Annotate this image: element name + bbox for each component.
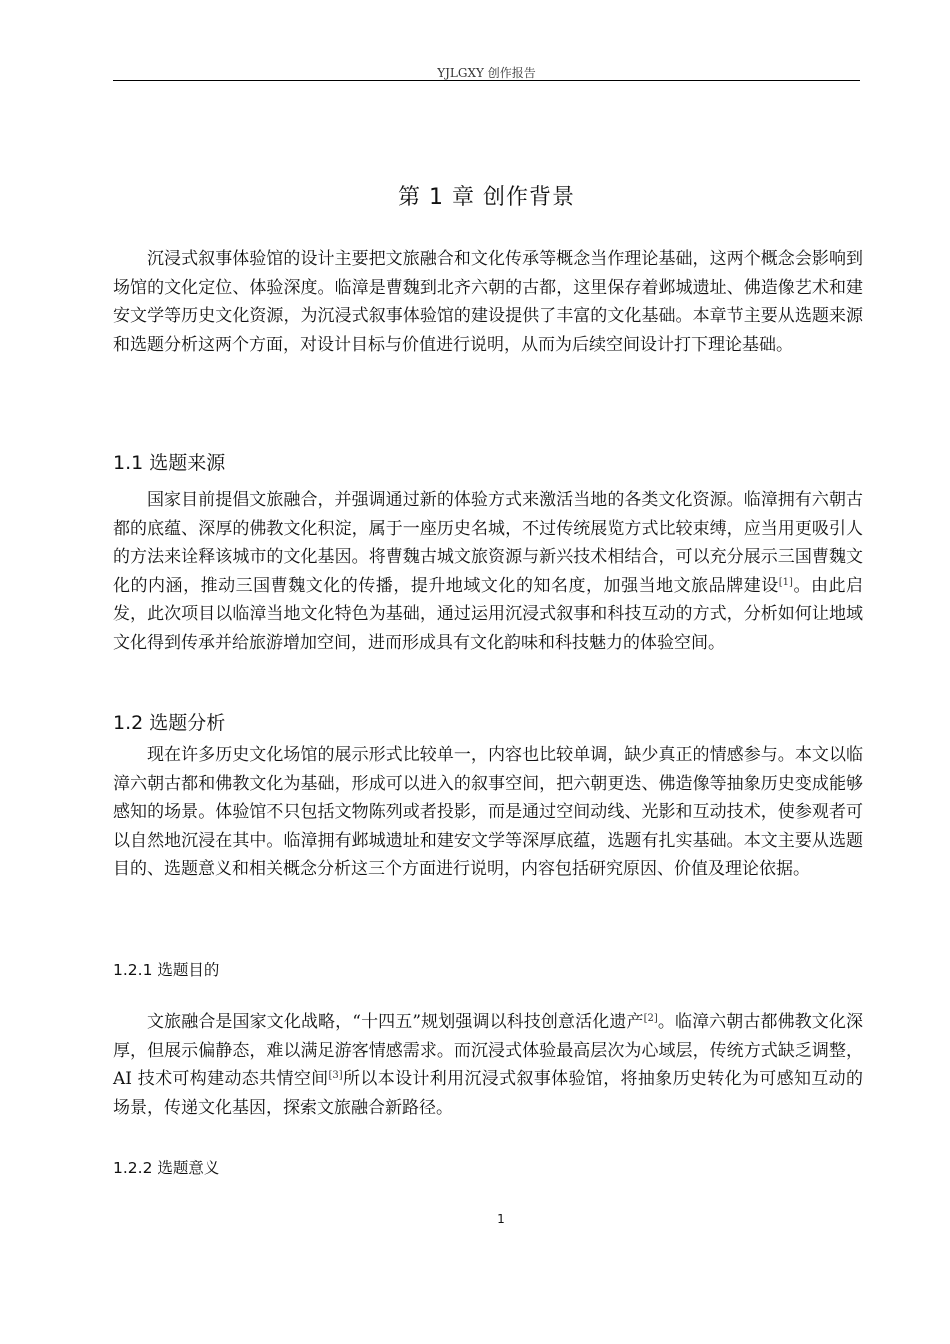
section-1-1-paragraph [113,486,863,657]
section-1-1-text-b: 。由此启发，此次项目以临漳当地文化特色为基础，通过运用沉浸式叙事和科技互动的方式，分析如何让地域文化得到传承并给旅游增加空间，进而形成具有文化韵味和科技魅力的体验空间。 [113,575,864,653]
section-1-2-paragraph [113,741,863,884]
section-1-1-text-a: 国家目前提倡文旅融合，并强调通过新的体验方式来激活当地的各类文化资源。临漳拥有六朝古都的底蕴、深厚的佛教文化积淀，属于一座历史名城，不过传统展览方式比较束缚，应当用更吸引人的方法来诠释该城市的文化基因。将曹魏古城文旅资源与新兴技术相结合，可以充分展示三国曹魏文化的内涵，推动三国曹魏文化的传播，提升地域文化的知名度，加强当地文旅品牌建设 [113,490,863,596]
section-heading-1-1: 1.1 选题来源 [113,452,226,474]
section-1-2-1-paragraph [113,1008,863,1122]
section-heading-1-2-1: 1.2.1 选题目的 [113,961,220,979]
section-1-2-text: 现在许多历史文化场馆的展示形式比较单一，内容也比较单调，缺少真正的情感参与。本文以临漳六朝古都和佛教文化为基础，形成可以进入的叙事空间，把六朝更迭、佛造像等抽象历史变成能够感知的场景。体验馆不只包括文物陈列或者投影，而是通过空间动线、光影和互动技术，使参观者可以自然地沉浸在其中。临漳拥有邺城遗址和建安文学等深厚底蕴，选题有扎实基础。本文主要从选题目的、选题意义和相关概念分析这三个方面进行说明，内容包括研究原因、价值及理论依据。 [113,745,863,879]
section-1-2-1-text-a: 文旅融合是国家文化战略，“十四五”规划强调以科技创意活化遗产 [147,1012,644,1032]
section-heading-1-2-2: 1.2.2 选题意义 [113,1159,220,1177]
section-1-2-1-text-c: 所以本设计利用沉浸式叙事体验馆，将抽象历史转化为可感知互动的场景，传递文化基因，探索文旅融合新路径。 [113,1069,864,1118]
running-header: YJLGXY 创作报告 [437,66,536,80]
intro-paragraph [113,245,863,359]
intro-text: 沉浸式叙事体验馆的设计主要把文旅融合和文化传承等概念当作理论基础，这两个概念会影响到场馆的文化定位、体验深度。临漳是曹魏到北齐六朝的古都，这里保存着邺城遗址、佛造像艺术和建安文学等历史文化资源，为沉浸式叙事体验馆的建设提供了丰富的文化基础。本章节主要从选题来源和选题分析这两个方面，对设计目标与价值进行说明，从而为后续空间设计打下理论基础。 [113,249,863,355]
section-1-2-1-text-b: 。临漳六朝古都佛教文化深厚，但展示偏静态，难以满足游客情感需求。而沉浸式体验最高层次为心域层，传统方式缺乏调整，AI 技术可构建动态共情空间 [113,1012,864,1089]
section-1-2-1-text [113,1008,863,1122]
citation-ref-3: [3] [328,1070,343,1081]
section-heading-1-2: 1.2 选题分析 [113,712,226,734]
citation-ref-2: [2] [643,1013,658,1024]
chapter-title: 第 1 章 创作背景 [398,185,575,210]
page-number: 1 [497,1212,505,1226]
citation-ref-1: [1] [778,576,793,588]
header-rule [113,80,860,81]
section-1-1-text [113,486,863,657]
